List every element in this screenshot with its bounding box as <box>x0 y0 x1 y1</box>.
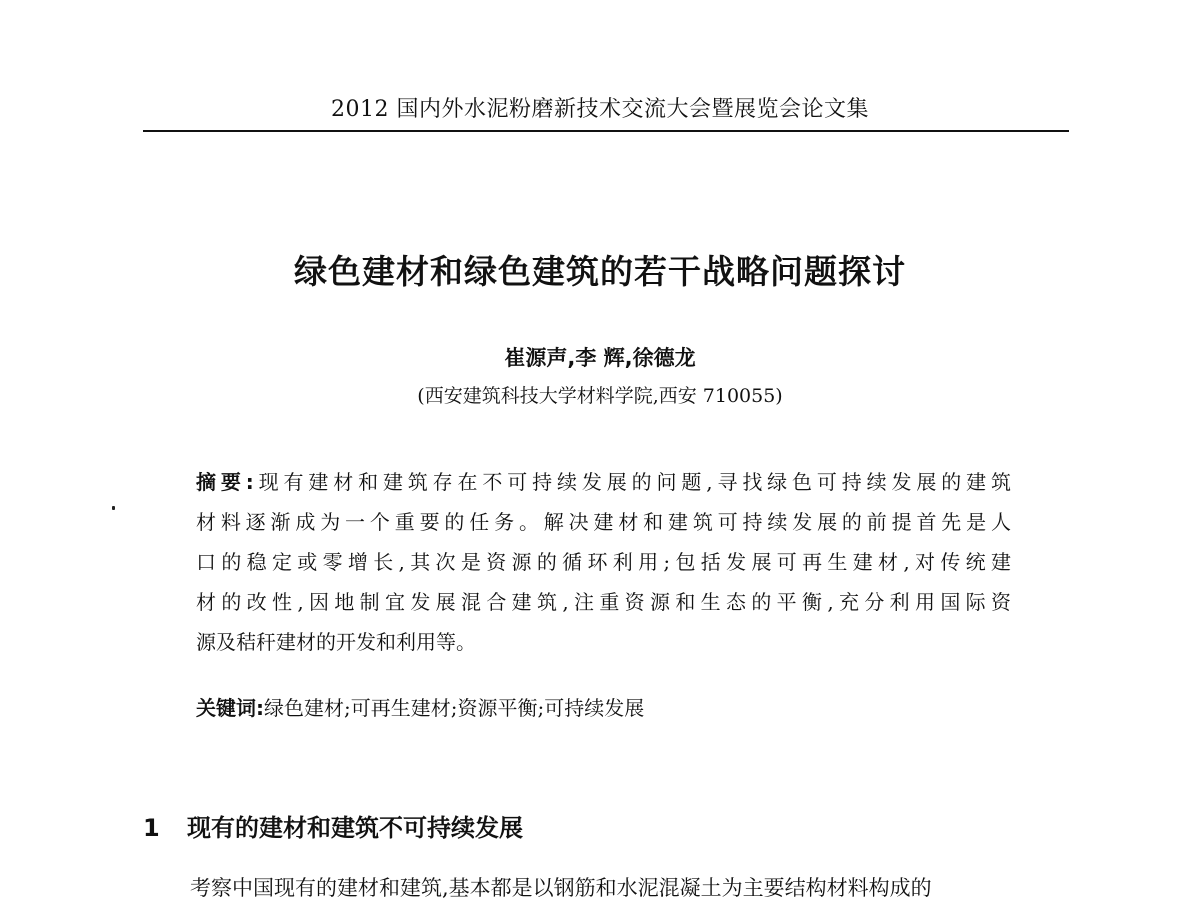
paper-authors: 崔源声,李 辉,徐德龙 <box>504 346 696 370</box>
section-heading <box>143 808 523 843</box>
abstract-line-3: 口的稳定或零增长,其次是资源的循环利用;包括发展可再生建材,对传统建 <box>196 550 1011 574</box>
paper-title: 绿色建材和绿色建筑的若干战略问题探讨 <box>294 252 906 291</box>
header-rule <box>143 130 1069 132</box>
section-title: 现有的建材和建筑不可持续发展 <box>187 814 523 842</box>
section-number: 1 <box>143 814 160 842</box>
keywords <box>196 692 644 721</box>
abstract-line-2: 材料逐渐成为一个重要的任务。解决建材和建筑可持续发展的前提首先是人 <box>196 510 1011 534</box>
keywords-label: 关键词: <box>196 696 264 720</box>
abstract-line-1 <box>196 462 1011 502</box>
abstract-line-5: 源及秸秆建材的开发和利用等。 <box>196 630 476 654</box>
keywords-text: 绿色建材;可再生建材;资源平衡;可持续发展 <box>264 696 645 720</box>
running-header: 2012 国内外水泥粉磨新技术交流大会暨展览会论文集 <box>331 97 869 122</box>
abstract-line-4: 材的改性,因地制宜发展混合建筑,注重资源和生态的平衡,充分利用国际资 <box>196 590 1011 614</box>
abstract <box>196 462 1011 662</box>
body-paragraph: 考察中国现有的建材和建筑,基本都是以钢筋和水泥混凝土为主要结构材料构成的 <box>190 876 932 900</box>
scan-speck <box>112 506 115 510</box>
abstract-label: 摘要: <box>196 470 254 494</box>
abstract-text: 现有建材和建筑存在不可持续发展的问题,寻找绿色可持续发展的建筑 <box>253 470 1011 494</box>
paper-affiliation: (西安建筑科技大学材料学院,西安 710055) <box>417 385 783 407</box>
